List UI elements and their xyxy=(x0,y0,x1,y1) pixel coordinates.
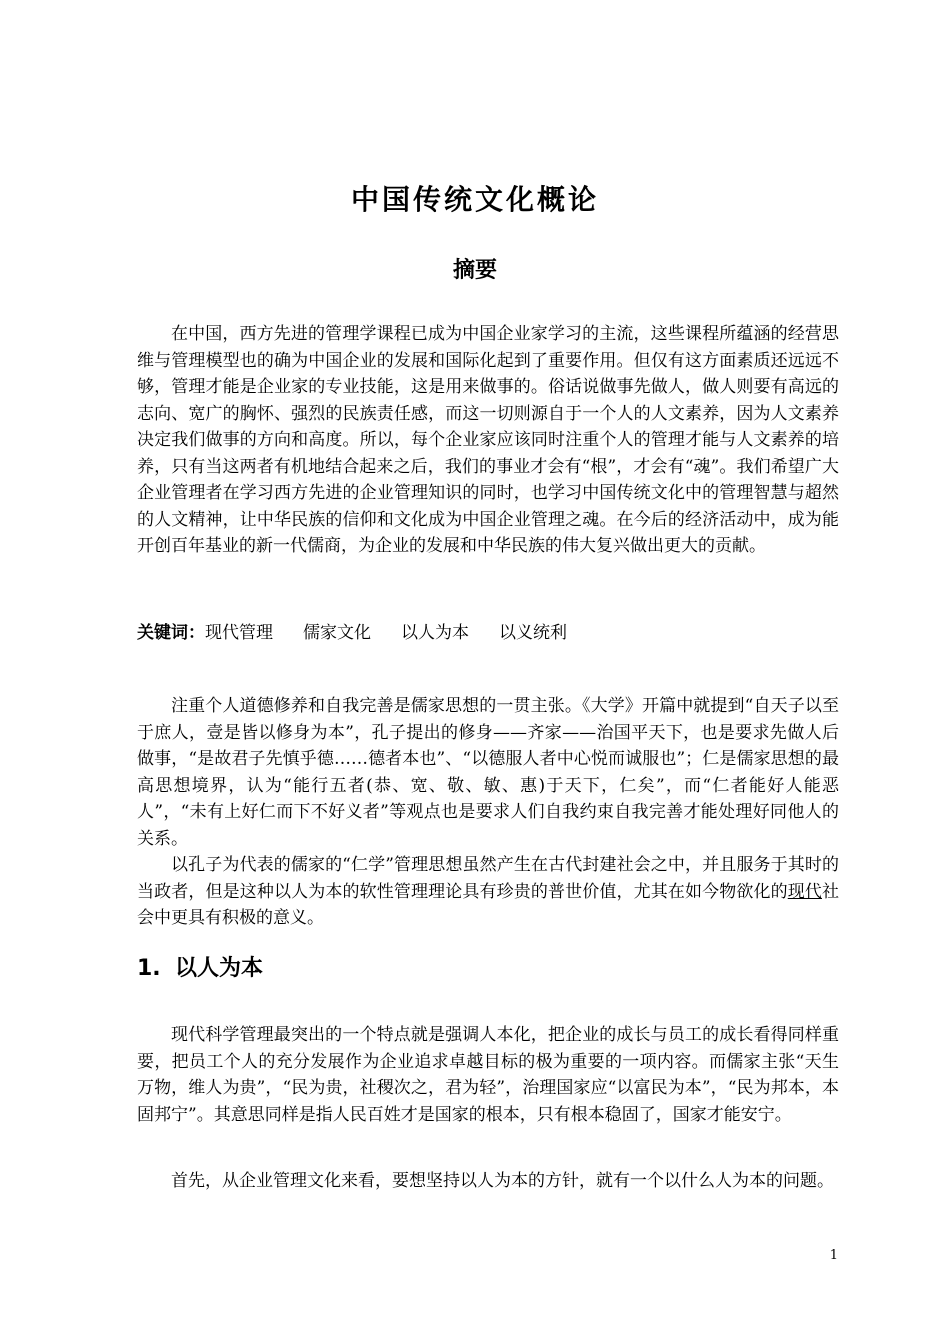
body-paragraph: 首先，从企业管理文化来看，要想坚持以人为本的方针，就有一个以什么人为本的问题。 xyxy=(171,1171,834,1191)
intro-paragraph: 注重个人道德修养和自我完善是儒家思想的一贯主张。《大学》开篇中就提到“自天子以至于庶人，壹是皆以修身为本”，孔子提出的修身——齐家——治国平天下，也是要求先做人后做事，“是故君子先慎乎德……德者本也”、“以德服人者中心悦而诚服也”；仁是儒家思想的最高思想境界，认为“能行五者(恭、宽、敬、敏、惠)于天下，仁矣”，而“仁者能好人能恶人”，“未有上好仁而下不好义者”等观点也是要求人们自我约束自我完善才能处理好同他人的关系。 xyxy=(137,696,839,849)
keywords-line xyxy=(137,620,839,646)
section-number: 1. xyxy=(137,956,161,981)
abstract-paragraph: 在中国，西方先进的管理学课程已成为中国企业家学习的主流，这些课程所蕴涵的经营思维与管理模型也的确为中国企业的发展和国际化起到了重要作用。但仅有这方面素质还远远不够，管理才能是企业家的专业技能，这是用来做事的。俗话说做事先做人，做人则要有高远的志向、宽广的胸怀、强烈的民族责任感，而这一切则源自于一个人的人文素养，因为人文素养决定我们做事的方向和高度。所以，每个企业家应该同时注重个人的管理才能与人文素养的培养，只有当这两者有机地结合起来之后，我们的事业才会有“根”，才会有“魂”。我们希望广大企业管理者在学习西方先进的企业管理知识的同时，也学习中国传统文化中的管理智慧与超然的人文精神，让中华民族的信仰和文化成为中国企业管理之魂。在今后的经济活动中，成为能开创百年基业的新一代儒商，为企业的发展和中华民族的伟大复兴做出更大的贡献。 xyxy=(137,324,839,556)
underlined-link[interactable]: 现代 xyxy=(787,881,822,902)
keyword-item: 以人为本 xyxy=(401,623,469,643)
section-title: 以人为本 xyxy=(175,956,264,981)
keywords-label: 关键词： xyxy=(137,623,205,643)
intro-paragraph xyxy=(137,852,839,932)
page-number: 1 xyxy=(829,1248,838,1263)
document-title: 中国传统文化概论 xyxy=(350,183,599,216)
keyword-item: 现代管理 xyxy=(205,623,273,643)
body-paragraph: 现代科学管理最突出的一个特点就是强调人本化，把企业的成长与员工的成长看得同样重要，把员工个人的充分发展作为企业追求卓越目标的极为重要的一项内容。而儒家主张“天生万物，维人为贵”，“民为贵，社稷次之，君为轻”，治理国家应“以富民为本”，“民为邦本，本固邦宁”。其意思同样是指人民百姓才是国家的根本，只有根本稳固了，国家才能安宁。 xyxy=(137,1025,839,1125)
intro-text: 以孔子为代表的儒家的“仁学”管理思想虽然产生在古代封建社会之中，并且服务于其时的当政者，但是这种以人为本的软性管理理论具有珍贵的普世价值，尤其在如今物欲化的 xyxy=(137,855,839,902)
keyword-item: 以义统利 xyxy=(499,623,567,643)
section-heading xyxy=(137,952,263,986)
keyword-item: 儒家文化 xyxy=(303,623,371,643)
intro-text: 社会中更具有积极的意义。 xyxy=(137,881,839,928)
abstract-heading: 摘要 xyxy=(452,258,497,283)
